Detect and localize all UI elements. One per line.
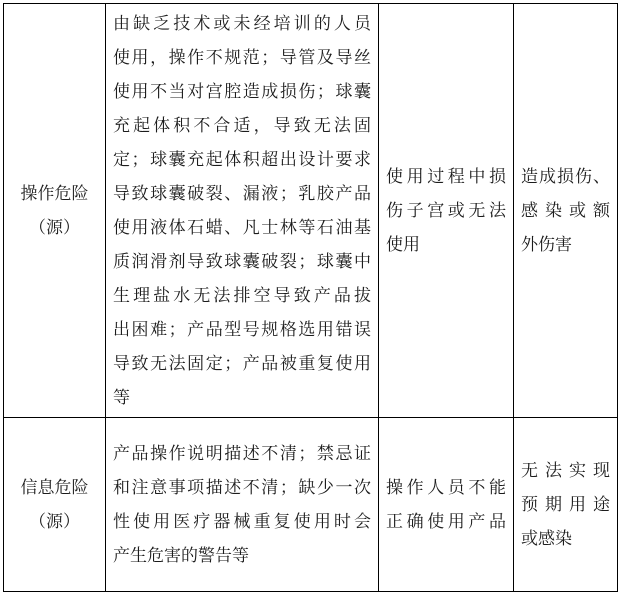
text-line: 出困难；产品型号规格选用错误 (113, 319, 371, 339)
text-line: 正确使用产品 (386, 511, 506, 531)
text-line: 定；球囊充起体积超出设计要求 (113, 149, 371, 169)
risk-category-cell (4, 4, 106, 418)
text-line: 操作人员不能 (386, 477, 506, 497)
text-line: 充起体积不合适，导致无法固 (113, 115, 371, 135)
text-line: 使用，操作不规范；导管及导丝 (113, 47, 371, 67)
hazard-situation-cell (379, 4, 514, 418)
text-line: 质润滑剂导致球囊破裂；球囊中 (113, 251, 371, 271)
table-row-operation-hazard (4, 4, 618, 418)
category-line: （源） (29, 217, 80, 237)
text-line: 产品操作说明描述不清；禁忌证 (113, 443, 371, 463)
text-line: 无法实现 (521, 460, 610, 480)
hazard-source-cell (106, 4, 379, 418)
harm-cell (514, 4, 618, 418)
hazard-source-cell (106, 418, 379, 592)
text-line: 产生危害的警告等 (113, 545, 249, 565)
text-line: 造成损伤、 (521, 166, 610, 186)
text-line: 由缺乏技术或未经培训的人员 (113, 13, 371, 33)
risk-analysis-table (3, 3, 618, 592)
text-line: 导致无法固定；产品被重复使用 (113, 353, 371, 373)
text-line: 外伤害 (521, 234, 572, 254)
text-line: 等 (113, 387, 130, 407)
text-line: 使用 (386, 234, 420, 254)
text-line: 伤子宫或无法 (386, 200, 506, 220)
category-line: 操作危险 (20, 183, 89, 203)
hazard-situation-cell (379, 418, 514, 592)
category-line: （源） (29, 511, 80, 531)
text-line: 使用过程中损 (386, 166, 506, 186)
text-line: 和注意事项描述不清；缺少一次 (113, 477, 371, 497)
harm-cell (514, 418, 618, 592)
table-row-information-hazard (4, 418, 618, 592)
text-line: 性使用医疗器械重复使用时会 (113, 511, 371, 531)
text-line: 或感染 (521, 528, 572, 548)
category-line: 信息危险 (20, 477, 89, 497)
text-line: 预期用途 (521, 494, 610, 514)
text-line: 生理盐水无法排空导致产品拔 (113, 285, 371, 305)
text-line: 感染或额 (521, 200, 610, 220)
text-line: 使用不当对宫腔造成损伤；球囊 (113, 81, 371, 101)
text-line: 使用液体石蜡、凡士林等石油基 (113, 217, 371, 237)
risk-category-cell (4, 418, 106, 592)
text-line: 导致球囊破裂、漏液；乳胶产品 (113, 183, 371, 203)
